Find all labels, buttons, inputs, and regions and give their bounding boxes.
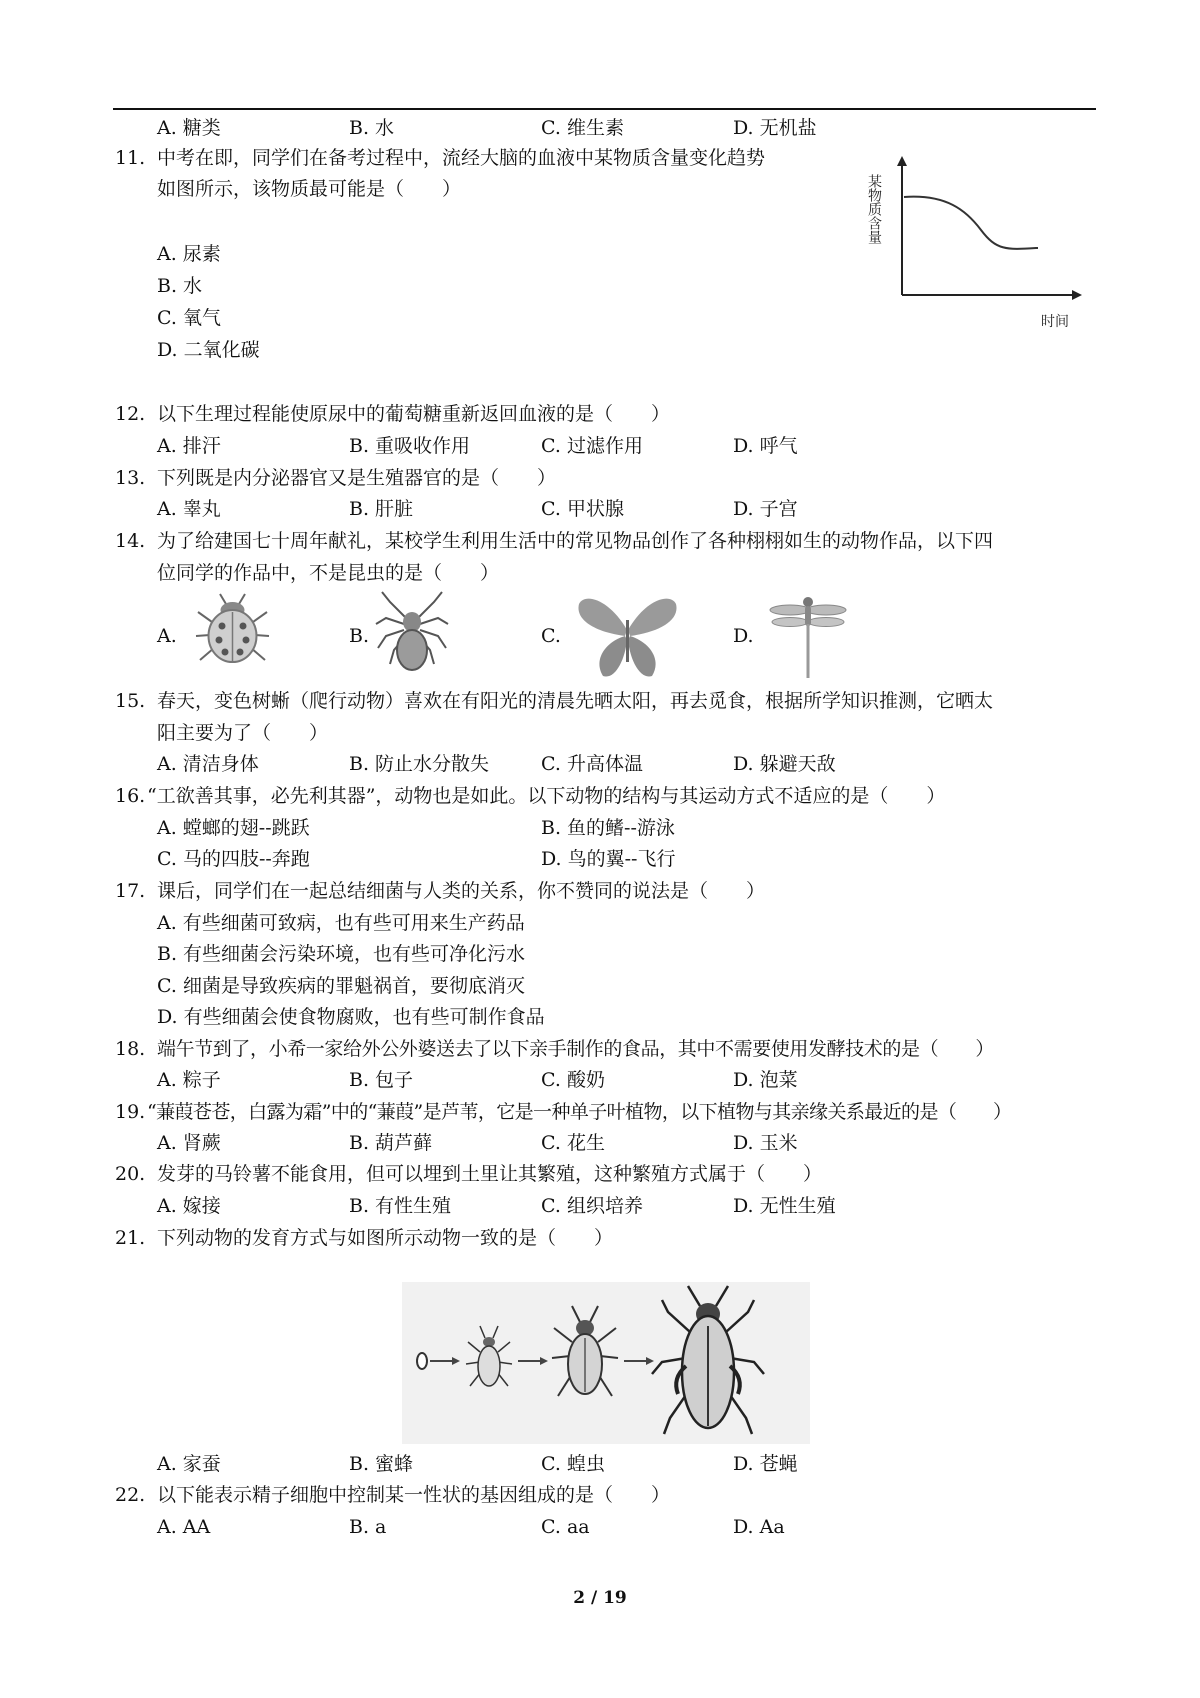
q13-option-b: B. 肝脏 [349,498,414,520]
q16-option-a: A. 螳螂的翅--跳跃 [157,817,310,839]
q22-option-d: D. Aa [733,1516,785,1538]
q12-option-d: D. 呼气 [733,435,798,457]
q15-stem-line2: 阳主要为了（ ） [157,722,329,744]
q12-option-c: C. 过滤作用 [541,435,643,457]
q10-option-d: D. 无机盐 [733,117,817,139]
q21-option-a: A. 家蚕 [157,1453,221,1475]
q18-option-a: A. 粽子 [157,1069,221,1091]
q17-stem: 课后，同学们在一起总结细菌与人类的关系，你不赞同的说法是（ ） [157,880,766,902]
q11-option-c: C. 氧气 [157,307,221,329]
q19-option-b: B. 葫芦藓 [349,1132,433,1154]
q16-option-b: B. 鱼的鳍--游泳 [541,817,675,839]
q10-option-a: A. 糖类 [157,117,221,139]
q19-option-c: C. 花生 [541,1132,605,1154]
q13-option-a: A. 睾丸 [157,498,221,520]
q22-option-b: B. a [349,1516,387,1538]
q13-stem: 下列既是内分泌器官又是生殖器官的是（ ） [157,467,557,489]
q10-option-b: B. 水 [349,117,395,139]
q20-option-d: D. 无性生殖 [733,1195,836,1217]
q15-option-a: A. 清洁身体 [157,753,259,775]
ladybug-image [190,590,275,672]
q11-option-a: A. 尿素 [157,243,221,265]
q10-option-c: C. 维生素 [541,117,624,139]
q17-option-d: D. 有些细菌会使食物腐败，也有些可制作食品 [157,1006,545,1028]
q19-option-a: A. 肾蕨 [157,1132,221,1154]
q20-option-a: A. 嫁接 [157,1195,221,1217]
q14-option-b-label: B. [349,625,370,647]
q18-stem: 端午节到了，小希一家给外公外婆送去了以下亲手制作的食品，其中不需要使用发酵技术的是（ ） [157,1038,995,1060]
q20-number: 20. [115,1163,146,1185]
q14-option-d-label: D. [733,625,754,647]
graph-ylabel: 某物质含量 [866,174,882,244]
q17-option-b: B. 有些细菌会污染环境，也有些可净化污水 [157,943,526,965]
q11-stem-line2: 如图所示，该物质最可能是（ ） [157,178,462,200]
nymph-large [552,1306,618,1396]
graph-xlabel: 时间 [1041,314,1069,330]
q19-option-d: D. 玉米 [733,1132,798,1154]
q15-number: 15. [115,690,146,712]
nymph-small [466,1326,512,1386]
q16-option-d: D. 鸟的翼--飞行 [541,848,676,870]
q18-option-d: D. 泡菜 [733,1069,798,1091]
q13-option-c: C. 甲状腺 [541,498,624,520]
q16-option-c: C. 马的四肢--奔跑 [157,848,310,870]
q21-number: 21. [115,1227,146,1249]
page-number: 2 / 19 [573,1588,627,1608]
q16-stem: “工欲善其事，必先利其器”，动物也是如此。以下动物的结构与其运动方式不适应的是（ ） [147,785,946,807]
egg [417,1353,427,1369]
q11-trend-graph [866,150,1090,335]
q18-option-c: C. 酸奶 [541,1069,605,1091]
q22-option-a: A. AA [157,1516,211,1538]
q15-option-d: D. 躲避天敌 [733,753,836,775]
q11-option-d: D. 二氧化碳 [157,339,260,361]
q11-stem-line1: 中考在即，同学们在备考过程中，流经大脑的血液中某物质含量变化趋势 [157,147,766,169]
header-rule [113,108,1096,110]
q13-option-d: D. 子宫 [733,498,798,520]
q21-option-d: D. 苍蝇 [733,1453,798,1475]
q20-option-b: B. 有性生殖 [349,1195,452,1217]
q22-option-c: C. aa [541,1516,590,1538]
spider-image [372,588,452,676]
q21-stem: 下列动物的发育方式与如图所示动物一致的是（ ） [157,1227,614,1249]
q14-option-a-label: A. [157,625,177,647]
q11-number: 11. [115,147,146,169]
q14-stem-line2: 位同学的作品中，不是昆虫的是（ ） [157,562,500,584]
q15-option-c: C. 升高体温 [541,753,643,775]
q22-stem: 以下能表示精子细胞中控制某一性状的基因组成的是（ ） [157,1484,671,1506]
q11-option-b: B. 水 [157,275,203,297]
q20-stem: 发芽的马铃薯不能食用，但可以埋到土里让其繁殖，这种繁殖方式属于（ ） [157,1163,823,1185]
q17-option-c: C. 细菌是导致疾病的罪魁祸首，要彻底消灭 [157,975,525,997]
x-axis-arrow [1072,290,1082,300]
trend-curve [904,197,1038,249]
q15-option-b: B. 防止水分散失 [349,753,490,775]
q15-stem-line1: 春天，变色树蜥（爬行动物）喜欢在有阳光的清晨先晒太阳，再去觅食，根据所学知识推测，它晒太 [157,690,994,712]
q18-option-b: B. 包子 [349,1069,414,1091]
q19-stem: “蒹葭苍苍，白露为霜”中的“蒹葭”是芦苇，它是一种单子叶植物，以下植物与其亲缘关系最近的是（ ） [147,1101,1012,1123]
q18-number: 18. [115,1038,146,1060]
q20-option-c: C. 组织培养 [541,1195,643,1217]
q12-number: 12. [115,403,146,425]
q12-stem: 以下生理过程能使原尿中的葡萄糖重新返回血液的是（ ） [157,403,671,425]
q21-option-b: B. 蜜蜂 [349,1453,414,1475]
q12-option-b: B. 重吸收作用 [349,435,471,457]
q16-number: 16. [115,785,146,807]
q13-number: 13. [115,467,146,489]
y-axis-arrow [897,156,907,166]
q21-option-c: C. 蝗虫 [541,1453,605,1475]
q14-stem-line1: 为了给建国七十周年献礼，某校学生利用生活中的常见物品创作了各种栩栩如生的动物作品，以下四 [157,530,994,552]
dragonfly-image [768,590,848,682]
q14-option-c-label: C. [541,625,561,647]
q22-number: 22. [115,1484,146,1506]
q17-number: 17. [115,880,146,902]
q14-number: 14. [115,530,146,552]
q17-option-a: A. 有些细菌可致病，也有些可用来生产药品 [157,912,525,934]
butterfly-image [575,590,680,680]
q12-option-a: A. 排汗 [157,435,221,457]
insect-development-figure [402,1282,810,1444]
q19-number: 19. [115,1101,146,1123]
adult-insect [652,1286,764,1434]
